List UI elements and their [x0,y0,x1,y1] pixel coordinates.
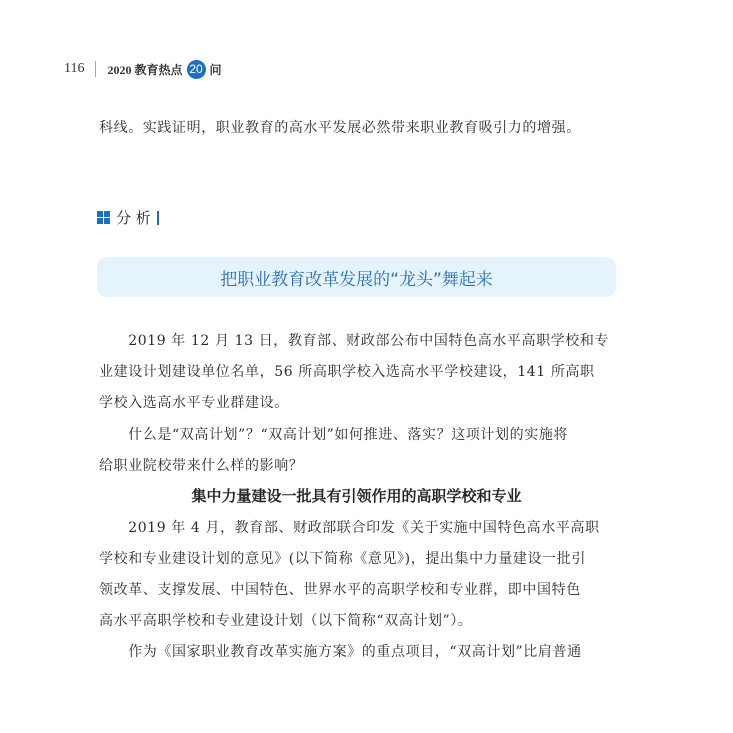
badge-number: 20 [187,60,206,79]
subheading: 集中力量建设一批具有引领作用的高职学校和专业 [191,487,522,505]
paragraph-line: 业建设计划建设单位名单，56 所高职学校入选高水平学校建设，141 所高职 [99,364,595,380]
running-header [64,58,222,80]
grid-icon [97,211,110,224]
paragraph-line: 作为《国家职业教育改革实施方案》的重点项目，“双高计划”比肩普通 [99,644,582,660]
paragraph-line: 什么是“双高计划”？“双高计划”如何推进、落实？这项计划的实施将 [99,427,569,443]
article-title [97,257,616,297]
book-title-suffix: 问 [209,62,222,77]
intro-line: 科线。实践证明，职业教育的高水平发展必然带来职业教育吸引力的增强。 [99,120,581,136]
book-title: 2020 教育热点 [107,62,183,77]
paragraph-line: 高水平高职学校和专业建设计划（以下简称“双高计划”）。 [99,613,473,629]
header-divider [95,61,96,77]
section-label: 分 析 [116,209,151,227]
section-heading [97,207,159,228]
paragraph-line: 2019 年 4 月，教育部、财政部联合印发《关于实施中国特色高水平高职 [99,520,600,536]
paragraph-line: 领改革、支撑发展、中国特色、世界水平的高职学校和专业群，即中国特色 [99,582,581,598]
paragraph-line: 学校入选高水平专业群建设。 [99,395,289,411]
article-title-text: 把职业教育改革发展的“龙头”舞起来 [220,269,493,290]
paragraph-line: 学校和专业建设计划的意见》(以下简称《意见》)，提出集中力量建设一批引 [99,551,586,567]
section-bar [157,211,159,225]
page-number: 116 [64,61,85,76]
paragraph-line: 2019 年 12 月 13 日，教育部、财政部公布中国特色高水平高职学校和专 [99,333,610,349]
paragraph-line: 给职业院校带来什么样的影响？ [99,458,304,474]
